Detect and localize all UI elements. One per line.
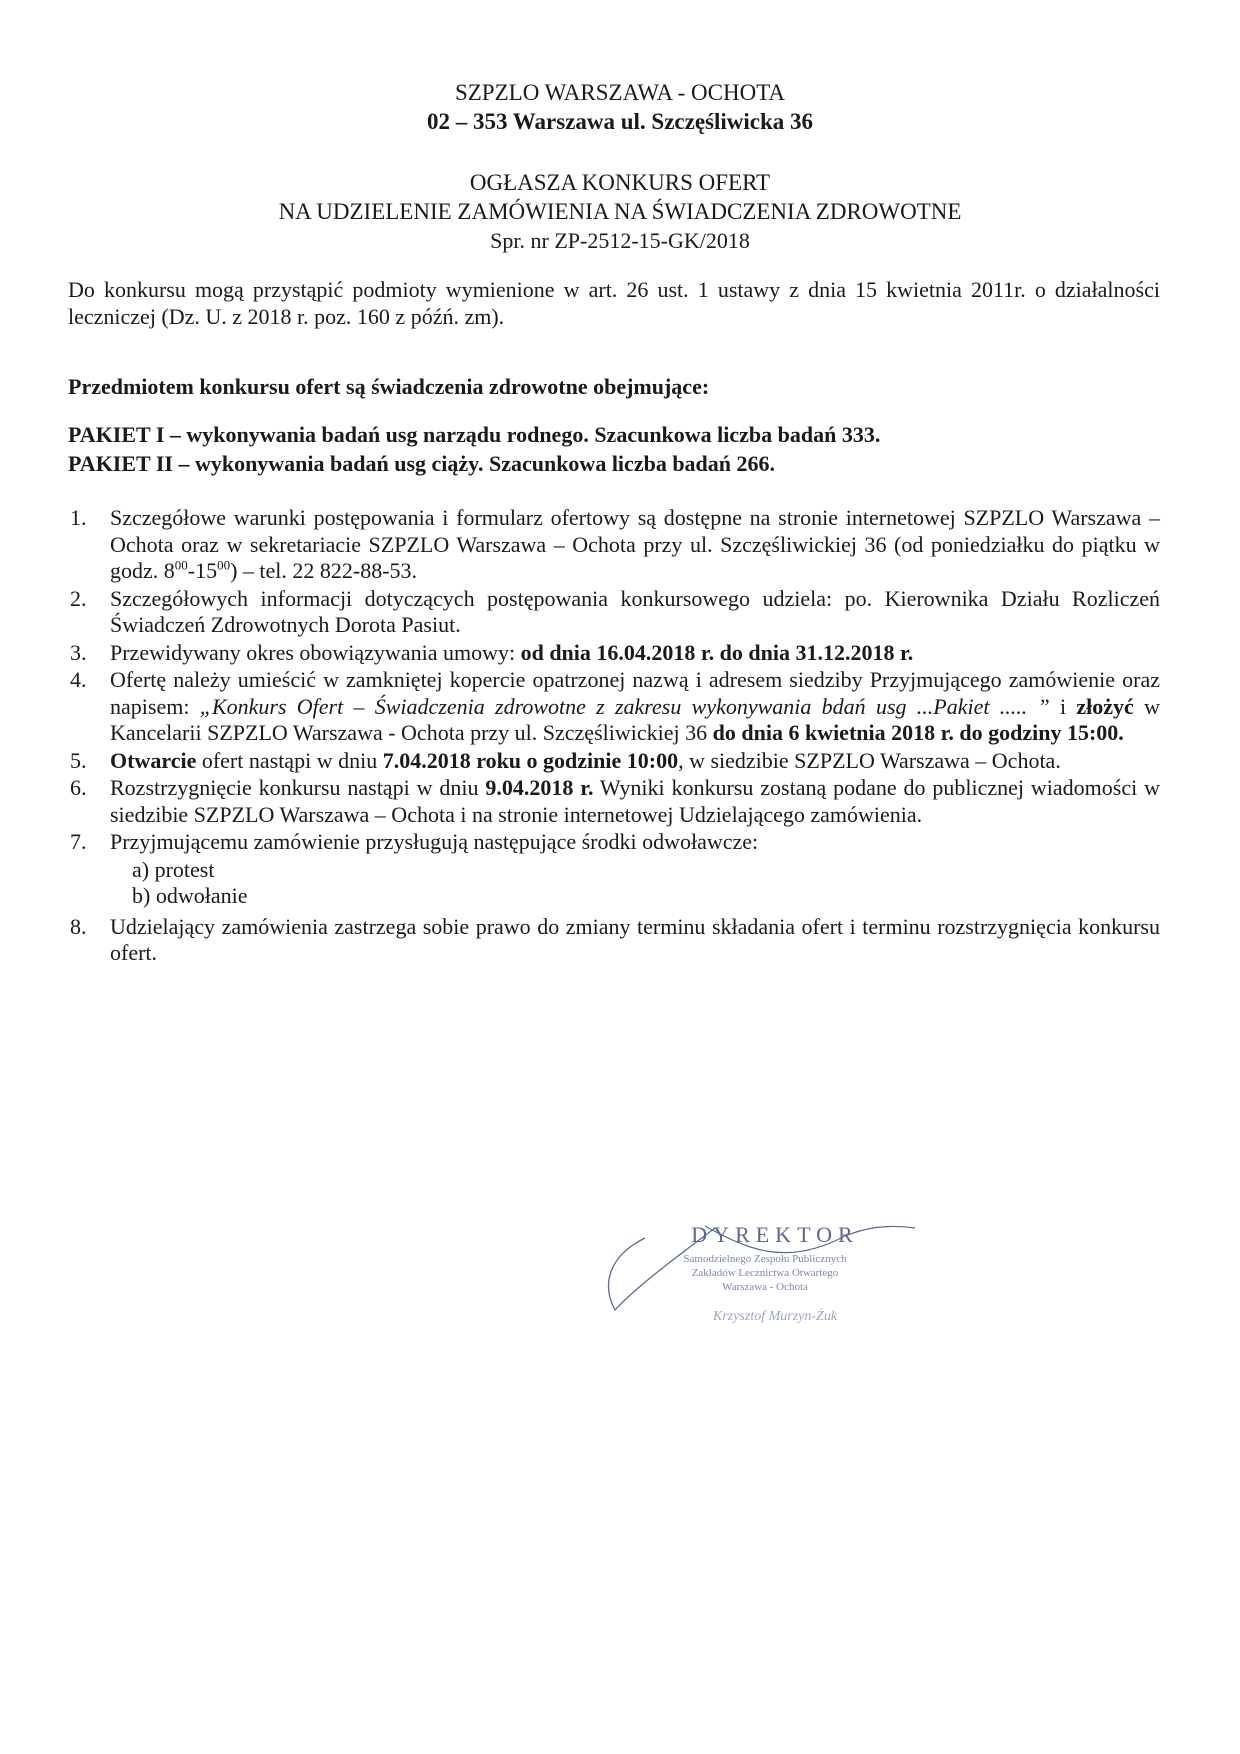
- hour-superscript: 00: [174, 557, 188, 573]
- item-text-part: złożyć: [1076, 693, 1134, 719]
- item-number: 2.: [70, 585, 87, 611]
- item-text: [110, 640, 1160, 667]
- item-text-part: ) – tel. 22 822-88-53.: [230, 558, 418, 583]
- packages-list: [68, 420, 880, 478]
- package-2: PAKIET II – wykonywania badań usg ciąży. Szacunkowa liczba badań 266.: [68, 451, 776, 476]
- director-stamp: [595, 1218, 935, 1348]
- item-text-part: ofert nastąpi w dniu: [196, 747, 383, 773]
- package-1: PAKIET I – wykonywania badań usg narządu rodnego. Szacunkowa liczba badań 333.: [68, 422, 881, 447]
- item-text: [110, 667, 1160, 747]
- list-item-3: [68, 640, 1160, 667]
- opening-date: 7.04.2018 roku o godzinie 10:00: [382, 747, 679, 773]
- institution-address: 02 – 353 Warszawa ul. Szczęśliwicka 36: [426, 109, 814, 134]
- item-text-part: Przewidywany okres obowiązywania umowy:: [110, 639, 521, 665]
- submission-deadline: do dnia 6 kwietnia 2018 r. do godziny 15:00.: [712, 720, 1124, 745]
- resolution-date: 9.04.2018 r.: [485, 775, 594, 800]
- list-item-6: [68, 775, 1160, 828]
- sub-item-a: a) protest: [132, 856, 215, 882]
- stamp-title: DYREKTOR: [691, 1222, 859, 1247]
- contract-period: od dnia 16.04.2018 r. do dnia 31.12.2018 r.: [520, 639, 914, 665]
- item-number: 4.: [70, 667, 87, 692]
- title-line-2: NA UDZIELENIE ZAMÓWIENIA NA ŚWIADCZENIA ZDROWOTNE: [278, 199, 962, 224]
- header: [0, 78, 1240, 136]
- item-text-part: -15: [187, 558, 218, 583]
- list-item-5: [68, 748, 1160, 775]
- stamp-signature-name: Krzysztof Murzyn-Żuk: [712, 1309, 838, 1324]
- stamp-line-1: Samodzielnego Zespołu Publicznych: [683, 1253, 847, 1265]
- item-text: Przyjmującemu zamówienie przysługują następujące środki odwoławcze:: [110, 829, 759, 854]
- item-text: [110, 748, 1160, 775]
- list-item-1: [68, 505, 1160, 585]
- item-text-part: Otwarcie: [110, 747, 197, 773]
- intro-paragraph: Do konkursu mogą przystąpić podmioty wymienione w art. 26 ust. 1 ustawy z dnia 15 kwietnia 2011r. o działalności leczniczej (Dz. U. z 2018 r. poz. 160 z późń. zm).: [68, 277, 1160, 329]
- item-text: Szczegółowych informacji dotyczących postępowania konkursowego udziela: po. Kierownika Działu Rozliczeń Świadczeń Zdrowotnych Dorota Pasiut.: [110, 585, 1160, 637]
- institution-name: SZPZLO WARSZAWA - OCHOTA: [454, 80, 786, 105]
- title-line-1: OGŁASZA KONKURS OFERT: [469, 170, 771, 195]
- list-item-2: [68, 586, 1160, 639]
- item-number: 6.: [70, 775, 87, 800]
- item-number: 7.: [70, 829, 87, 854]
- item-text-part: Ofertę należy umieścić w zamkniętej kopercie opatrzonej nazwą i adresem siedziby Przyjmującego zamówienie oraz napisem:: [110, 667, 1160, 719]
- terms-list: [68, 505, 1160, 968]
- sub-item-b: b) odwołanie: [132, 883, 248, 908]
- item-text-part: i: [1049, 693, 1077, 719]
- case-reference: Spr. nr ZP-2512-15-GK/2018: [490, 228, 750, 253]
- list-item-4: [68, 667, 1160, 747]
- subject-heading: Przedmiotem konkursu ofert są świadczenia zdrowotne obejmujące:: [68, 374, 710, 399]
- item-text-part: w Kancelarii SZPZLO Warszawa - Ochota przy ul. Szczęśliwickiej 36: [110, 693, 1160, 745]
- stamp-line-3: Warszawa - Ochota: [722, 1281, 808, 1293]
- stamp-line-2: Zakładów Lecznictwa Otwartego: [691, 1267, 839, 1279]
- list-item-7: [68, 829, 1160, 856]
- list-item-8: [68, 914, 1160, 967]
- hour-superscript: 00: [217, 557, 231, 573]
- announcement-title: [0, 168, 1240, 255]
- item-text-part: Wyniki konkursu zostaną podane do publicznej wiadomości w siedzibie SZPZLO Warszawa – Ochota i na stronie internetowej Udzielającego zamówienia.: [110, 775, 1160, 827]
- item-text: Udzielający zamówienia zastrzega sobie prawo do zmiany terminu składania ofert i terminu rozstrzygnięcia konkursu ofert.: [110, 913, 1160, 965]
- item-number: 5.: [70, 747, 87, 773]
- item-number: 8.: [70, 913, 87, 939]
- item-text: [110, 775, 1160, 828]
- item-number: 1.: [70, 505, 87, 530]
- item-text-part: , w siedzibie SZPZLO Warszawa – Ochota.: [678, 747, 1061, 773]
- item-text-part: Szczegółowe warunki postępowania i formularz ofertowy są dostępne na stronie internetowej SZPZLO Warszawa – Ochota oraz w sekretariacie SZPZLO Warszawa – Ochota przy ul. Szczęśliwickiej 36 (od poniedziałku do piątku w godz. 8: [110, 505, 1160, 583]
- item-number: 3.: [70, 639, 87, 665]
- item-text-part: Rozstrzygnięcie konkursu nastąpi w dniu: [110, 775, 486, 800]
- envelope-inscription: „Konkurs Ofert – Świadczenia zdrowotne z zakresu wykonywania bdań usg ...Pakiet ..... ”: [199, 693, 1050, 719]
- item-text: [110, 505, 1160, 585]
